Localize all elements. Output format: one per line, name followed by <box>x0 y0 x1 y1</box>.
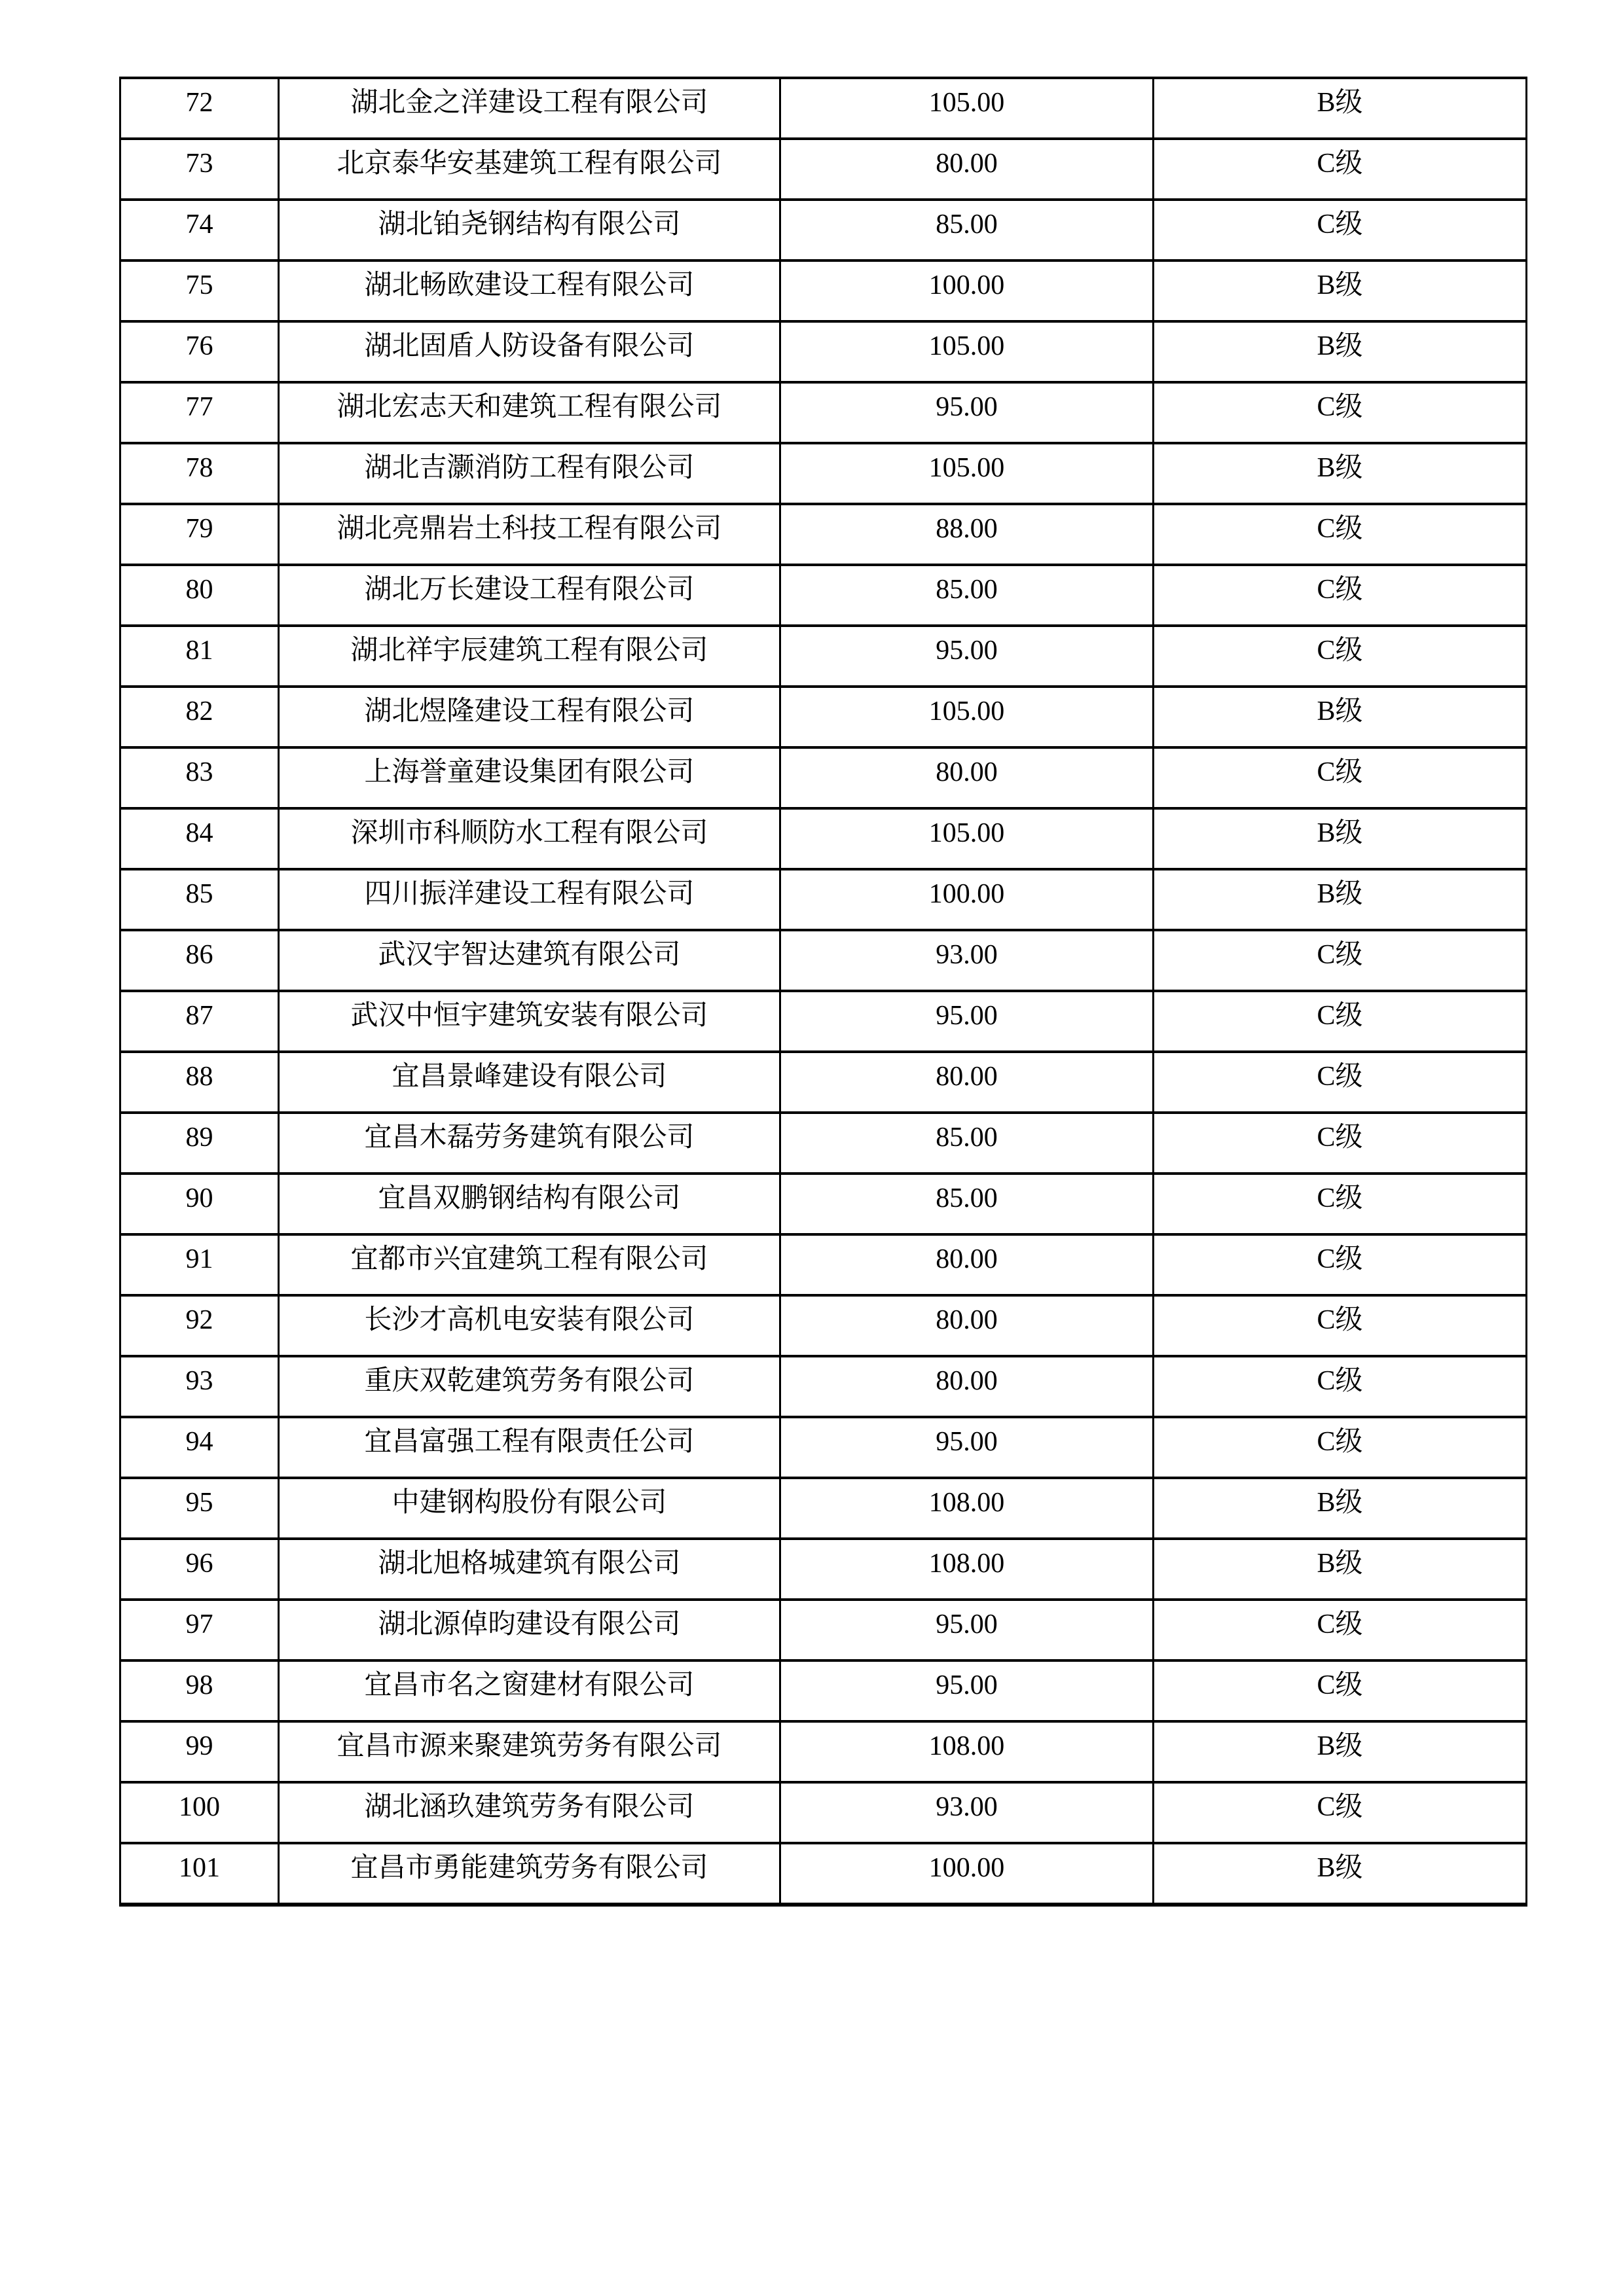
row-number: 90 <box>120 1174 279 1234</box>
grade: B级 <box>1154 321 1527 382</box>
score: 105.00 <box>780 78 1154 139</box>
score: 95.00 <box>780 991 1154 1052</box>
company-name: 湖北吉灏消防工程有限公司 <box>279 443 780 504</box>
row-number: 93 <box>120 1356 279 1417</box>
score: 105.00 <box>780 321 1154 382</box>
table-row <box>120 1539 1527 1600</box>
grade: B级 <box>1154 260 1527 321</box>
table-row <box>120 1113 1527 1174</box>
table-row <box>120 78 1527 139</box>
company-name: 宜都市兴宜建筑工程有限公司 <box>279 1234 780 1295</box>
company-name: 中建钢构股份有限公司 <box>279 1478 780 1539</box>
row-number: 79 <box>120 504 279 565</box>
grade: B级 <box>1154 687 1527 747</box>
grade: C级 <box>1154 1417 1527 1478</box>
row-number: 92 <box>120 1295 279 1356</box>
company-name: 北京泰华安基建筑工程有限公司 <box>279 139 780 200</box>
row-number: 101 <box>120 1843 279 1905</box>
table-row <box>120 1356 1527 1417</box>
company-name: 湖北畅欧建设工程有限公司 <box>279 260 780 321</box>
grade: B级 <box>1154 869 1527 930</box>
company-name: 宜昌市勇能建筑劳务有限公司 <box>279 1843 780 1905</box>
table-row <box>120 382 1527 443</box>
table-row <box>120 1721 1527 1782</box>
table-row <box>120 1782 1527 1843</box>
company-name: 湖北煜隆建设工程有限公司 <box>279 687 780 747</box>
row-number: 91 <box>120 1234 279 1295</box>
company-grade-table <box>119 77 1527 1907</box>
grade: C级 <box>1154 1234 1527 1295</box>
table-row <box>120 626 1527 687</box>
score: 95.00 <box>780 626 1154 687</box>
row-number: 85 <box>120 869 279 930</box>
score: 108.00 <box>780 1539 1154 1600</box>
score: 95.00 <box>780 1417 1154 1478</box>
table-row <box>120 321 1527 382</box>
table-row <box>120 1478 1527 1539</box>
row-number: 77 <box>120 382 279 443</box>
row-number: 88 <box>120 1052 279 1113</box>
row-number: 73 <box>120 139 279 200</box>
grade: C级 <box>1154 382 1527 443</box>
score: 80.00 <box>780 1295 1154 1356</box>
row-number: 83 <box>120 747 279 808</box>
row-number: 100 <box>120 1782 279 1843</box>
grade: C级 <box>1154 139 1527 200</box>
grade: C级 <box>1154 930 1527 991</box>
score: 85.00 <box>780 200 1154 260</box>
grade: C级 <box>1154 1600 1527 1660</box>
table-row <box>120 1174 1527 1234</box>
company-name: 上海誉童建设集团有限公司 <box>279 747 780 808</box>
row-number: 80 <box>120 565 279 626</box>
row-number: 76 <box>120 321 279 382</box>
row-number: 81 <box>120 626 279 687</box>
score: 105.00 <box>780 808 1154 869</box>
score: 95.00 <box>780 1600 1154 1660</box>
row-number: 99 <box>120 1721 279 1782</box>
table-row <box>120 443 1527 504</box>
table-row <box>120 1295 1527 1356</box>
table-row <box>120 687 1527 747</box>
company-name: 湖北涵玖建筑劳务有限公司 <box>279 1782 780 1843</box>
score: 108.00 <box>780 1721 1154 1782</box>
table-row <box>120 1660 1527 1721</box>
company-name: 湖北铂尧钢结构有限公司 <box>279 200 780 260</box>
company-name: 湖北亮鼎岩土科技工程有限公司 <box>279 504 780 565</box>
row-number: 82 <box>120 687 279 747</box>
grade: C级 <box>1154 1052 1527 1113</box>
row-number: 86 <box>120 930 279 991</box>
grade: C级 <box>1154 504 1527 565</box>
row-number: 84 <box>120 808 279 869</box>
table-row <box>120 200 1527 260</box>
grade: C级 <box>1154 991 1527 1052</box>
row-number: 98 <box>120 1660 279 1721</box>
company-name: 宜昌市源来聚建筑劳务有限公司 <box>279 1721 780 1782</box>
score: 100.00 <box>780 869 1154 930</box>
table-row <box>120 930 1527 991</box>
company-name: 长沙才高机电安装有限公司 <box>279 1295 780 1356</box>
score: 85.00 <box>780 565 1154 626</box>
company-name: 武汉中恒宇建筑安装有限公司 <box>279 991 780 1052</box>
score: 85.00 <box>780 1113 1154 1174</box>
company-name: 宜昌富强工程有限责任公司 <box>279 1417 780 1478</box>
grade: C级 <box>1154 1356 1527 1417</box>
score: 93.00 <box>780 930 1154 991</box>
score: 80.00 <box>780 139 1154 200</box>
score: 108.00 <box>780 1478 1154 1539</box>
company-name: 湖北固盾人防设备有限公司 <box>279 321 780 382</box>
grade: C级 <box>1154 626 1527 687</box>
table-row <box>120 991 1527 1052</box>
score: 105.00 <box>780 687 1154 747</box>
table-row <box>120 747 1527 808</box>
company-name: 四川振洋建设工程有限公司 <box>279 869 780 930</box>
company-name: 重庆双乾建筑劳务有限公司 <box>279 1356 780 1417</box>
grade: B级 <box>1154 1721 1527 1782</box>
grade: B级 <box>1154 1539 1527 1600</box>
row-number: 95 <box>120 1478 279 1539</box>
grade: B级 <box>1154 808 1527 869</box>
company-name: 湖北旭格城建筑有限公司 <box>279 1539 780 1600</box>
row-number: 96 <box>120 1539 279 1600</box>
score: 100.00 <box>780 260 1154 321</box>
grade: C级 <box>1154 1174 1527 1234</box>
table-row <box>120 139 1527 200</box>
grade: C级 <box>1154 200 1527 260</box>
table-row <box>120 1052 1527 1113</box>
table-row <box>120 1600 1527 1660</box>
grade: B级 <box>1154 1843 1527 1905</box>
row-number: 94 <box>120 1417 279 1478</box>
table-body <box>120 78 1527 1905</box>
company-name: 湖北金之洋建设工程有限公司 <box>279 78 780 139</box>
row-number: 74 <box>120 200 279 260</box>
company-name: 湖北源倬昀建设有限公司 <box>279 1600 780 1660</box>
row-number: 89 <box>120 1113 279 1174</box>
score: 93.00 <box>780 1782 1154 1843</box>
company-name: 湖北万长建设工程有限公司 <box>279 565 780 626</box>
grade: C级 <box>1154 1782 1527 1843</box>
grade: C级 <box>1154 1660 1527 1721</box>
row-number: 78 <box>120 443 279 504</box>
score: 80.00 <box>780 747 1154 808</box>
score: 95.00 <box>780 1660 1154 1721</box>
grade: B级 <box>1154 1478 1527 1539</box>
row-number: 97 <box>120 1600 279 1660</box>
table-row <box>120 1417 1527 1478</box>
company-name: 宜昌景峰建设有限公司 <box>279 1052 780 1113</box>
score: 85.00 <box>780 1174 1154 1234</box>
table-row <box>120 504 1527 565</box>
grade: C级 <box>1154 565 1527 626</box>
score: 88.00 <box>780 504 1154 565</box>
score: 80.00 <box>780 1052 1154 1113</box>
table-row <box>120 1843 1527 1905</box>
row-number: 72 <box>120 78 279 139</box>
company-name: 湖北祥宇辰建筑工程有限公司 <box>279 626 780 687</box>
row-number: 75 <box>120 260 279 321</box>
score: 95.00 <box>780 382 1154 443</box>
company-name: 湖北宏志天和建筑工程有限公司 <box>279 382 780 443</box>
table-row <box>120 565 1527 626</box>
score: 80.00 <box>780 1356 1154 1417</box>
company-name: 宜昌木磊劳务建筑有限公司 <box>279 1113 780 1174</box>
table-row <box>120 869 1527 930</box>
score: 100.00 <box>780 1843 1154 1905</box>
grade: C级 <box>1154 1295 1527 1356</box>
company-name: 宜昌市名之窗建材有限公司 <box>279 1660 780 1721</box>
grade: B级 <box>1154 443 1527 504</box>
grade: C级 <box>1154 1113 1527 1174</box>
company-name: 宜昌双鹏钢结构有限公司 <box>279 1174 780 1234</box>
company-name: 深圳市科顺防水工程有限公司 <box>279 808 780 869</box>
table-row <box>120 808 1527 869</box>
table-row <box>120 260 1527 321</box>
grade: B级 <box>1154 78 1527 139</box>
row-number: 87 <box>120 991 279 1052</box>
table-row <box>120 1234 1527 1295</box>
company-name: 武汉宇智达建筑有限公司 <box>279 930 780 991</box>
score: 105.00 <box>780 443 1154 504</box>
score: 80.00 <box>780 1234 1154 1295</box>
grade: C级 <box>1154 747 1527 808</box>
